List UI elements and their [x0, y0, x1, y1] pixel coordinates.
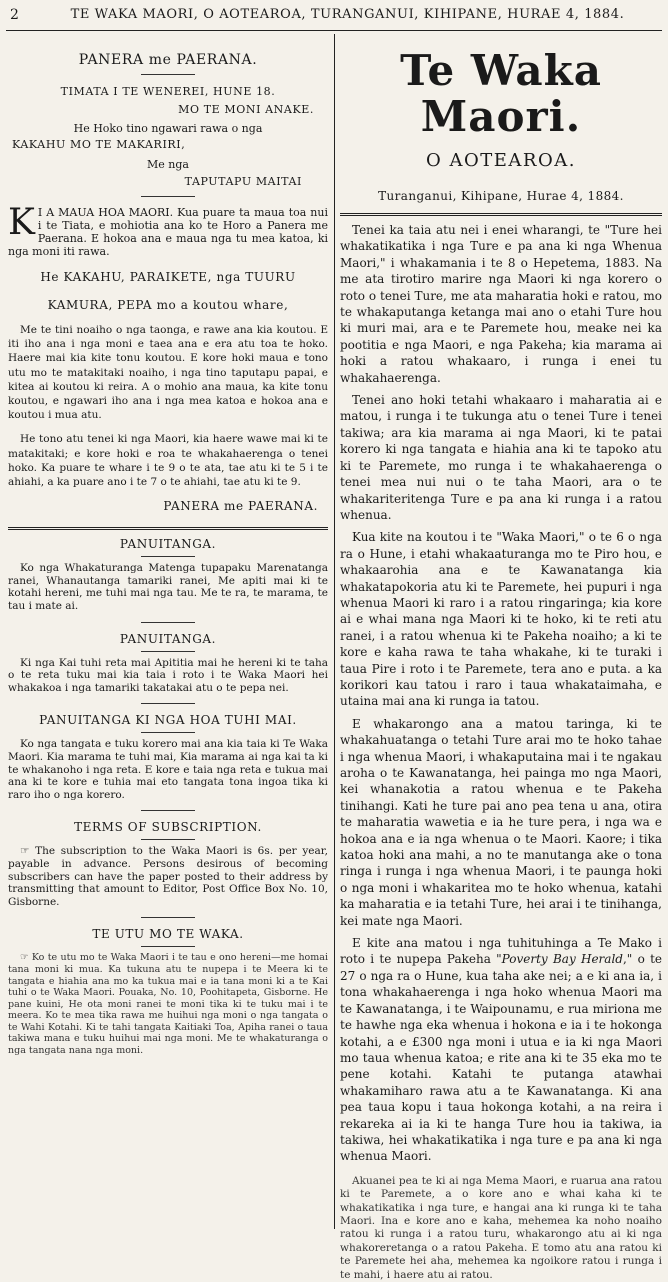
notice2-heading: PANUITANGA.: [119, 631, 217, 646]
ad-title: PANERA me PAERANA.: [78, 52, 258, 68]
ad-paragraph-1: I A MAUA HOA MAORI. Kua puare ta maua toa nui i te Tiata, e mohiotia ana ko te Horo a Panera me Paerana. E hokoa ana e maua nga tu mea katoa, ki nga moni iti rawa.: [8, 206, 328, 258]
right-column: [340, 38, 663, 1281]
notice3-text: Ko nga tangata e tuku korero mai ana kia taia ki Te Waka Maori. Kia marama te tuhi mai, Kia marama ai nga kai ta ki te whakanoho i nga reta. E kore e taia nga reta e tukua mai ana ki te kore e tuhia mai eto tangata tona ingoa tika ki raro iho o nga korero.: [8, 738, 328, 801]
ad-line-start: TIMATA I TE WENEREI, HUNE 18.: [60, 85, 276, 98]
utu-text: ☞ Ko te utu mo te Waka Maori i te tau e ono hereni—me homai tana moni ki mua. Ka tukuna atu te nupepa i te Meera ki te tangata e hiahia ana mo ka tukua mai e ia tana moni ki a te Kai tuhi o te Waka Maori. Pouaka, No. 10, Poohitapeta, Gisborne. He pane kuini, He ota moni ranei te moni tika ki te tuku mai i te meera. Ko te mea tika rawa me huihui nga moni o nga tangata o te Wahi Kotahi. Ki te tahi tangata Kaitiaki Toa, Apiha ranei o taua takiwa mana e tuku huihui mai nga moni. Me te whakaturanga o nga tangata nana nga moni.: [8, 952, 328, 1057]
page-number: 2: [10, 7, 19, 23]
dateline-rule: [340, 213, 662, 216]
ad-paragraph-2: Me te tini noaiho o nga taonga, e rawe ana kia koutou. E iti iho ana i nga moni e taea ana e era atu toa te hoko. Haere mai kia kite tonu koutou. E kore hoki maua e tono utu mo te matakitaki noaiho, i nga tino taputapu papai, e kitea ai koutou ki reira. A o mohio ana maua, ka kite tonu koutou, e ngawari iho ana i nga mea katoa e hokoa ana e koutou i mua atu.: [8, 324, 328, 422]
ad-line-cash: MO TE MONI ANAKE.: [178, 103, 314, 116]
running-title: TE WAKA MAORI, O AOTEAROA, TURANGANUI, KIHIPANE, HURAE 4, 1884.: [70, 7, 625, 22]
ad-title-rule: [141, 74, 195, 75]
editorial-paragraph-3: Kua kite na koutou i te "Waka Maori," o te 6 o nga ra o Hune, i etahi whakaaturanga mo te Piro hou, e whakaarohia ana e te Kawanatanga kia whakatapokoria atu ki te Paremete, hei pupuri i nga whenua Maori ki raro i a ratou ringaringa; kia kore ai e whai mana nga Maori ki te hoko, ki te reti atu ranei, i a ratou whenua ki te Pakeha noaiho; a ki te kore e kaha rawa te taha whakahe, ki te turaki i taua Pire i roto i te Paremete, tera ano e puta. a ka korikori kau tatou i raro i taua whakataimaha, e utaina mai ana ki runga ia tatou.: [340, 530, 662, 709]
ad-line-goods: TAPUTAPU MAITAI: [184, 175, 302, 188]
paragraph-5-end: ," o te 27 o nga ra o Hune, kua taha ake nei; a e ki ana ia, i tona whakahaerenga i nga hoko whenua Maori ma te Kawanatanga, i te Waipounamu, e rua miriona me te hawhe nga eka whenua i hokona e ia i te hokonga kotahi, a e £300 nga moni i utua e ia ki nga Maori mo taua whenua katoa; e rite ana ki te 35 eka mo te pene kotahi. Katahi te putanga atawhai whakamiharo rawa atu a te Kawanatanga. Ki ana pea taua kopu i taua hokonga kotahi, a na reira i rekareka ai ia ki te hanga Ture hou ia takiwa, ia takiwa, hei whakatikatika i nga ture e pa ana ki nga whenua Maori.: [340, 952, 663, 1164]
notice3-rule-top: [141, 703, 195, 704]
left-column: [8, 38, 328, 1226]
ad-signature: PANERA me PAERANA.: [163, 499, 318, 514]
notice2-rule-top: [141, 622, 195, 623]
ad-line-sale: He Hoko tino ngawari rawa o nga: [73, 122, 263, 135]
column-divider: [334, 34, 335, 1229]
subscription-rule: [141, 839, 195, 840]
editorial-paragraph-5: [340, 935, 662, 1165]
subscription-heading: TERMS OF SUBSCRIPTION.: [74, 820, 262, 835]
editorial-paragraph-1: Tenei ka taia atu nei i enei wharangi, te "Ture hei whakatikatika i nga Ture e pa ana ki nga Whenua Maori," i whakamania i te 8 o Hepetema, 1883. Na me ata tirotiro marire nga Maori ki nga korero o roto o tenei Ture, me ata maharatia hoki e ratou, mo te whakaputanga ketanga mai ano o etahi Ture hou ki muri mai, ara e te Paremete hou, meake nei ka pootitia e nga Maori, e nga Pakeha; kia marama ai hoki a ratou whakaaro, i runga i enei tu whakahaerenga.: [340, 223, 662, 385]
masthead-subtitle: O AOTEAROA.: [426, 150, 576, 171]
paragraph-5-start: E kite ana matou i nga tuhituhinga a Te Mako i roto i te nupepa Pakeha ": [340, 936, 662, 967]
utu-rule-top: [141, 917, 195, 918]
notice2-rule: [141, 651, 195, 652]
editorial-paragraph-2: Tenei ano hoki tetahi whakaaro i maharatia ai e matou, i runga i te tukunga atu o tenei Ture i tenei takiwa; ara kia marama ai nga Maori, ki te patai korero ki nga tangata e hiahia ana ki te tapoko atu ki te Paremete, mo runga i te whakahaerenga o tenei mea nui nui o te taha Maori, ara o te whakariteritenga Ture e pa ana ki runga i a ratou whenua.: [340, 393, 662, 522]
notice3-rule: [141, 732, 195, 733]
dateline: Turanganui, Kihipane, Hurae 4, 1884.: [378, 189, 624, 203]
section-rule: [8, 527, 328, 530]
notice3-heading: PANUITANGA KI NGA HOA TUHI MAI.: [39, 713, 297, 728]
subscription-text: ☞ The subscription to the Waka Maori is 6s. per year, payable in advance. Persons desirous of becoming subscribers can have the paper posted to their address by transmitting that amount to Editor, Post Office Box No. 10, Gisborne.: [8, 845, 328, 908]
ad-line-paper: KAMURA, PEPA mo a koutou whare,: [47, 297, 289, 312]
ad-line-clothing: KAKAHU MO TE MAKARIRI,: [12, 138, 186, 151]
ad-line-furniture: He KAKAHU, PARAIKETE, nga TUURU: [40, 270, 296, 284]
subscription-rule-top: [141, 810, 195, 811]
header-rule: [6, 30, 662, 31]
notice1-heading: PANUITANGA.: [119, 537, 217, 552]
editorial-paragraph-6: Akuanei pea te ki ai nga Mema Maori, e ruarua ana ratou ki te Paremete, a o kore ano e whai kaha ki te whakatikatika i nga ture, e hangai ana ki runga ki te taha Maori. Ina e kore ano e kaha, mehemea ka noho noaiho ratou ki runga i a ratou turu, whakarongo atu ai ki nga whakoreretanga o a ratou Pakeha. E tomo atu ana ratou ki te Paremete hei aha, mehemea ka ngoikore ratou i runga i te mahi, i haere atu ai ratou.: [340, 1174, 662, 1281]
utu-heading: TE UTU MO TE WAKA.: [92, 927, 244, 942]
ad-line-with: Me nga: [147, 158, 189, 171]
ad-paragraph-3: He tono atu tenei ki nga Maori, kia haere wawe mai ki te matakitaki; e kore hoki e roa te whakahaerenga o tenei hoko. Ka puare te whare i te 9 o te ata, tae atu ki te 5 i te ahiahi, a ka puare ano i te 7 o te ahiahi, tae atu ki te 9.: [8, 433, 328, 489]
masthead: Te Waka Maori.: [400, 46, 602, 141]
page-header: [0, 0, 668, 34]
notice1-text: Ko nga Whakaturanga Matenga tupapaku Marenatanga ranei, Whanautanga tamariki ranei, Me apiti mai ki te kotahi hereni, me tuhi mai nga tau. Me te ra, te marama, te tau i mate ai.: [8, 562, 328, 613]
ad-rule: [141, 196, 195, 197]
notice2-text: Ki nga Kai tuhi reta mai Apititia mai he hereni ki te taha o te reta tuku mai kia taia i roto i te Waka Maori hei whakakoa i nga tamariki takatakai atu o te pepa nei.: [8, 656, 328, 694]
drop-cap: K: [8, 202, 35, 243]
editorial-paragraph-4: E whakarongo ana a matou taringa, ki te whakahuatanga o tetahi Ture arai mo te hoko tahae i nga whenua Maori, i whakaputaina mai i te ngakau aroha o te Kawanatanga, hei painga mo nga Maori, kei whanakotia a ratou whenua e te Pakeha tinihangi. Kati he ture pai ano pea tena u ana, otira te maharatia wawetia e ia he ture pera, i nga wa e hokoa ana e ia nga whenua o te Maori. Kaore; i tika katoa hoki ana mahi, a no te manutanga ake o tona ringa i runga i nga whenua Maori, i te paunga hoki o nga moni i whakaritea mo te hoko whenua, katahi ka maharatia e ia tetahi Ture, hei arai i te tinihanga, kei mate nga Maori.: [340, 716, 662, 928]
notice1-rule: [141, 556, 195, 557]
utu-rule: [141, 946, 195, 947]
newspaper-title: Poverty Bay Herald: [501, 952, 623, 967]
ad-body-1: [8, 202, 328, 258]
